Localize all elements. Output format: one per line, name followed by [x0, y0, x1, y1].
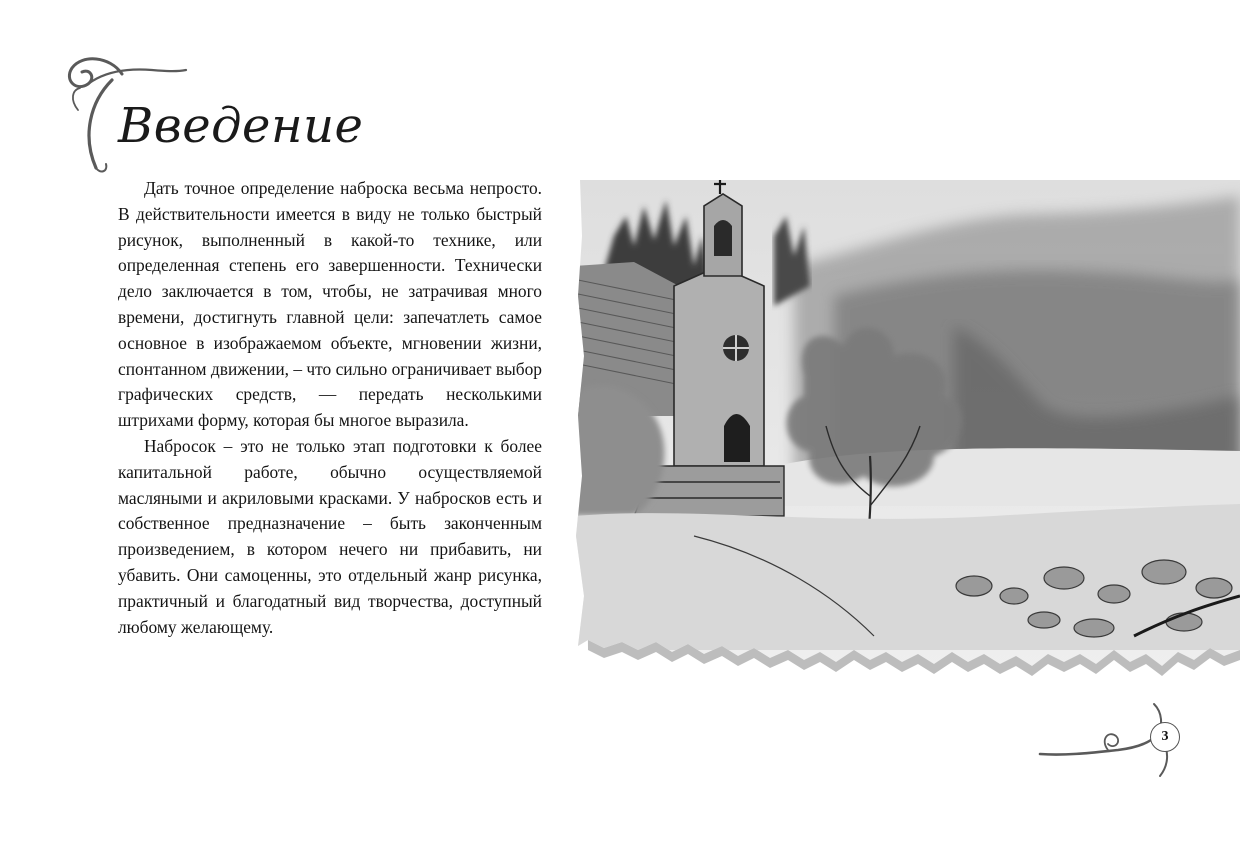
paragraph: Набросок – это не только этап подготовки к более капитальной работе, обычно осуществляемой масляными и акриловыми красками. У набросков есть и собственное предназначение – быть законченным произведением, в котором нечего ни прибавить, ни убавить. Они самоценны, это отдельный жанр рисунка, практичный и благодатный вид творчества, доступный любому желающему. [118, 435, 542, 637]
page-number: 3 [1150, 722, 1180, 752]
page-title: Введение [118, 98, 364, 154]
body-text [118, 176, 542, 640]
chapel-landscape-illustration [574, 176, 1240, 698]
paragraph: Дать точное определение наброска весьма непросто. В действительности имеется в виду не только быстрый рисунок, выполненный в какой-то технике, или определенная степень его завершенности. Технически дело заключается в том, чтобы, не затрачивая много времени, достигнуть главной цели: запечатлеть самое основное в изображаемом объекте, мгновении жизни, спонтанном движении, – что сильно ограничивает выбор графических средств, — передать несколькими штрихами форму, которая бы многое выразила. [118, 178, 542, 431]
